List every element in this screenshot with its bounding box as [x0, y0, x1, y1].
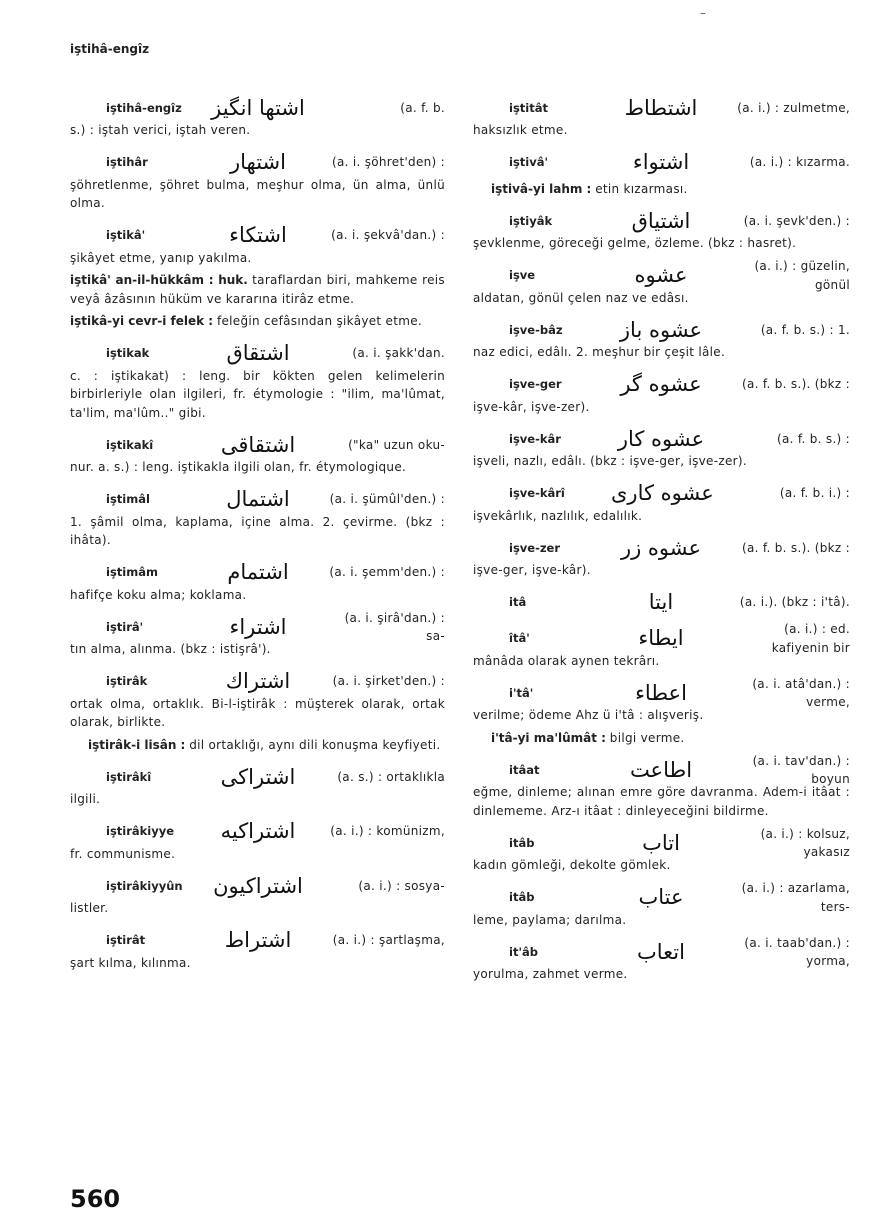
arabic-script: اشتراط [224, 928, 292, 953]
entry-head [70, 928, 445, 954]
entry-head [70, 669, 445, 695]
dictionary-entry [70, 610, 445, 659]
grammar-note: (a. i.) : şartlaşma, [332, 933, 445, 948]
definition: leme, paylama; darılma. [473, 912, 627, 927]
sub-entry-text: etin kızarması. [595, 181, 688, 196]
dictionary-entry [70, 150, 445, 213]
entry-head [473, 935, 850, 968]
headword: işve-kârî [509, 486, 565, 501]
right-column [473, 95, 850, 994]
dictionary-entry [70, 764, 445, 809]
grammar-note: (a. i.) : ed. kafiyenin bir [771, 622, 850, 655]
arabic-script: عشوه زر [620, 535, 702, 560]
dictionary-entry [473, 826, 850, 875]
headword: işve-kâr [509, 431, 561, 446]
grammar-note: (a. i.). (bkz : i'tâ). [739, 595, 850, 610]
headword: iştiyâk [509, 213, 553, 228]
sub-entry [473, 180, 850, 199]
entry-head [473, 622, 850, 655]
entry-head [473, 826, 850, 859]
sub-entry-text: taraflardan biri, mahkeme reis veyâ âzâsının hüküm ve kararına itirâz etme. [70, 273, 445, 306]
dictionary-entry [70, 341, 445, 423]
arabic-script: اشتواء [632, 150, 690, 175]
arabic-script: عشوه كارى [611, 481, 714, 506]
sub-entry-text: bilgi verme. [609, 730, 685, 745]
entry-head [473, 676, 850, 709]
headword: iştirâkiyye [106, 824, 175, 839]
grammar-note: (a. i. şümûl'den.) : [329, 492, 445, 507]
grammar-note: (a. f. b. s.). (bkz : [742, 540, 850, 555]
entry-head [70, 819, 445, 845]
arabic-script: ايتا [648, 590, 674, 615]
entry-head [473, 426, 850, 452]
sub-entry-line [70, 312, 445, 331]
headword: iştikak [106, 346, 150, 361]
entry-head [70, 610, 445, 643]
sub-entry-line [491, 729, 850, 748]
headword: iştirâkiyyûn [106, 878, 183, 893]
dictionary-entry [473, 590, 850, 616]
headword: it'âb [509, 944, 538, 959]
definition: şevklenme, göreceği gelme, özleme. (bkz : hasret). [473, 236, 797, 250]
definition: verilme; ödeme Ahz ü i'tâ : alışveriş. [473, 708, 704, 722]
arabic-script: اشتراكيون [213, 873, 303, 898]
arabic-script: ايطاء [638, 626, 684, 651]
sub-entry-line [70, 271, 445, 308]
headword: iştirâkî [106, 769, 152, 784]
grammar-note: (a. f. b. s.) : [777, 431, 850, 446]
headword: iştirâk [106, 674, 148, 689]
headword: işve [509, 268, 536, 283]
definition: listler. [70, 901, 109, 915]
sub-entry [70, 312, 445, 331]
dictionary-entry [70, 928, 445, 973]
definition: ilgili. [70, 792, 101, 806]
dictionary-entry [473, 372, 850, 417]
grammar-note: (a. i.) : komünizm, [330, 824, 445, 839]
arabic-script: عشوه [634, 263, 688, 288]
headword: iştimâm [106, 565, 158, 580]
arabic-script: اشتراك [225, 669, 291, 694]
dictionary-entry [473, 622, 850, 671]
sub-entry-line [491, 180, 850, 199]
running-header: iştihâ-engîz [70, 42, 150, 56]
grammar-note: (a. i. atâ'dan.) : verme, [752, 676, 850, 709]
headword: iştihâr [106, 155, 148, 170]
grammar-note: (a. i. tav'dan.) : boyun [752, 753, 850, 786]
dictionary-entry [70, 669, 445, 732]
grammar-note: (a. i.) : sosya- [358, 878, 445, 893]
headword: iştikakî [106, 437, 154, 452]
arabic-script: اشتقاقى [220, 432, 296, 457]
entry-head [473, 535, 850, 561]
definition: ortak olma, ortaklık. Bi-l-iştirâk : müşterek olarak, ortak olarak, birlikte. [70, 696, 445, 729]
headword: itâb [509, 890, 535, 905]
headword: itâat [509, 762, 540, 777]
grammar-note: (a. i. şevk'den.) : [743, 213, 850, 228]
dictionary-entry [70, 432, 445, 477]
definition: nur. a. s.) : leng. iştikakla ilgili olan, fr. étymologique. [70, 460, 407, 474]
headword: itâb [509, 835, 535, 850]
sub-entry-term: iştirâk-i lisân : [88, 737, 186, 752]
arabic-script: اشتياق [631, 208, 691, 233]
entry-head [70, 764, 445, 790]
arabic-script: اشتقاق [226, 341, 290, 366]
headword: iştimâl [106, 492, 150, 507]
headword: işve-bâz [509, 322, 563, 337]
arabic-script: اشتمال [226, 487, 290, 512]
headword: itâ [509, 595, 527, 610]
entry-head [70, 341, 445, 367]
grammar-note: (a. i.) : zulmetme, [737, 100, 850, 115]
sub-entry-term: iştivâ-yi lahm : [491, 181, 592, 196]
headword: iştirât [106, 933, 146, 948]
definition: 1. şâmil olma, kaplama, içine alma. 2. çevirme. (bkz : ihâta). [70, 514, 445, 547]
headword: iştihâ-engîz [106, 100, 182, 115]
arabic-script: اشتهار [230, 150, 286, 175]
arabic-script: عتاب [638, 885, 684, 910]
entry-head [70, 487, 445, 513]
entry-head [70, 150, 445, 176]
definition: şöhretlenme, şöhret bulma, meşhur olma, ün alma, ünlü olma. [70, 177, 445, 210]
entry-head [473, 259, 850, 292]
sub-entry-line [88, 736, 445, 755]
entry-head [70, 223, 445, 249]
grammar-note: (a. i. şöhret'den) : [331, 155, 445, 170]
grammar-note: (a. i.) : kolsuz, yakasız [760, 826, 850, 859]
entry-head [473, 753, 850, 786]
entry-head [70, 432, 445, 458]
dictionary-entry [473, 95, 850, 140]
sub-entry [473, 729, 850, 748]
dictionary-entry [473, 935, 850, 984]
definition: işve-kâr, işve-zer). [473, 399, 590, 414]
definition: s.) : iştah verici, iştah veren. [70, 123, 251, 137]
grammar-note: (a. i. şirket'den.) : [332, 674, 445, 689]
arabic-script: اتاب [642, 830, 680, 855]
grammar-note: (a. i.) : güzelin, gönül [754, 259, 850, 292]
dictionary-entry [473, 881, 850, 930]
entry-head [473, 881, 850, 914]
sub-entry-text: feleğin cefâsından şikâyet etme. [216, 314, 423, 328]
arabic-script: اشتها انگیز [211, 95, 305, 120]
sub-entry-text: dil ortaklığı, aynı dili konuşma keyfiyeti. [189, 737, 441, 752]
dictionary-entry [473, 535, 850, 580]
definition: yorulma, zahmet verme. [473, 967, 628, 981]
entry-head [473, 481, 850, 507]
dictionary-entry [473, 208, 850, 253]
definition: mânâda olarak aynen tekrârı. [473, 653, 660, 668]
arabic-script: عشوه باز [619, 317, 703, 342]
sub-entry [70, 271, 445, 308]
definition: aldatan, gönül çelen naz ve edâsı. [473, 290, 689, 305]
arabic-script: عشوه كار [617, 426, 705, 451]
grammar-note: (a. f. b. s.) : 1. [760, 322, 850, 337]
definition: c. : iştikakat) : leng. bir kökten gelen kelimelerin birbirleriyle olan ilgileri, fr. étymologie : "ilim, ma'lûmat, ta'lim, ma'lûm.." gibi. [70, 368, 445, 420]
headword: i'tâ' [509, 685, 534, 700]
grammar-note: (a. i. şemm'den.) : [329, 565, 445, 580]
headword: iştitât [509, 100, 548, 115]
headword: işve-zer [509, 540, 561, 555]
grammar-note: (a. f. b. [400, 100, 445, 115]
sub-entry-term: i'tâ-yi ma'lûmât : [491, 730, 606, 745]
dictionary-entry [70, 487, 445, 550]
grammar-note: (a. f. b. i.) : [779, 486, 850, 501]
arabic-script: اشتراكى [220, 764, 296, 789]
definition: kadın gömleği, dekolte gömlek. [473, 858, 671, 872]
definition: eğme, dinleme; alınan emre göre davranma. Adem-i itâat : dinlememe. Arz-ı itâat : dinleyeceğini bildirme. [473, 785, 850, 818]
definition: işvekârlık, nazlılık, edalılık. [473, 508, 643, 523]
arabic-script: اطاعت [629, 757, 693, 782]
dictionary-entry [70, 95, 445, 140]
definition: işve-ger, işve-kâr). [473, 563, 591, 577]
grammar-note: (a. f. b. s.). (bkz : [742, 377, 850, 392]
entry-head [473, 150, 850, 176]
page-number: 560 [70, 1185, 121, 1213]
entry-head [473, 590, 850, 616]
dictionary-entry [473, 676, 850, 725]
headword: iştivâ' [509, 155, 549, 170]
sub-entry-term: iştikâ' an-il-hükkâm : huk. [70, 273, 248, 287]
sub-entry-term: iştikâ-yi cevr-i felek : [70, 314, 214, 328]
definition: tın alma, alınma. (bkz : istişrâ'). [70, 642, 271, 656]
headword: îtâ' [509, 631, 530, 646]
dictionary-entry [70, 560, 445, 605]
definition: hafifçe koku alma; koklama. [70, 587, 247, 602]
dictionary-entry [473, 753, 850, 820]
arabic-script: اشتكاء [229, 223, 287, 248]
arabic-script: عشوه گر [620, 372, 702, 397]
left-column [70, 95, 445, 982]
entry-head [473, 208, 850, 234]
dictionary-entry [473, 426, 850, 471]
grammar-note: (a. i. taab'dan.) : yorma, [744, 935, 850, 968]
entry-head [473, 95, 850, 121]
dictionary-entry [70, 873, 445, 918]
grammar-note: ("ka" uzun oku- [348, 437, 445, 452]
arabic-script: اشتمام [227, 560, 289, 585]
headword: işve-ger [509, 377, 562, 392]
arabic-script: اشتطاط [624, 95, 698, 120]
dictionary-entry [473, 150, 850, 176]
entry-head [70, 873, 445, 899]
headword: iştikâ' [106, 228, 146, 243]
grammar-note: (a. i.) : kızarma. [749, 155, 850, 170]
dictionary-entry [70, 223, 445, 268]
dictionary-entry [473, 259, 850, 308]
headword: iştirâ' [106, 619, 144, 634]
dictionary-entry [70, 819, 445, 864]
definition: şikâyet etme, yanıp yakılma. [70, 250, 252, 265]
definition: haksızlık etme. [473, 123, 568, 137]
definition: işveli, nazlı, edâlı. (bkz : işve-ger, işve-zer). [473, 454, 747, 468]
entry-head [473, 317, 850, 343]
arabic-script: اعطاء [635, 680, 687, 705]
sub-entry [70, 736, 445, 755]
definition: fr. communisme. [70, 846, 176, 861]
definition: şart kılma, kılınma. [70, 955, 191, 970]
corner-mark: – [700, 6, 706, 20]
arabic-script: اتعاب [637, 939, 685, 964]
grammar-note: (a. i. şekvâ'dan.) : [331, 228, 445, 243]
grammar-note: (a. i. şakk'dan. [352, 346, 445, 361]
grammar-note: (a. s.) : ortaklıkla [337, 769, 445, 784]
grammar-note: (a. i.) : azarlama, ters- [741, 881, 850, 914]
dictionary-entry [473, 481, 850, 526]
dictionary-entry [473, 317, 850, 362]
arabic-script: اشتراكيه [220, 819, 296, 844]
entry-head [70, 560, 445, 586]
definition: naz edici, edâlı. 2. meşhur bir çeşit lâle. [473, 345, 726, 359]
entry-head [70, 95, 445, 121]
arabic-script: اشتراء [229, 614, 287, 639]
entry-head [473, 372, 850, 398]
grammar-note: (a. i. şirâ'dan.) : sa- [344, 610, 445, 643]
